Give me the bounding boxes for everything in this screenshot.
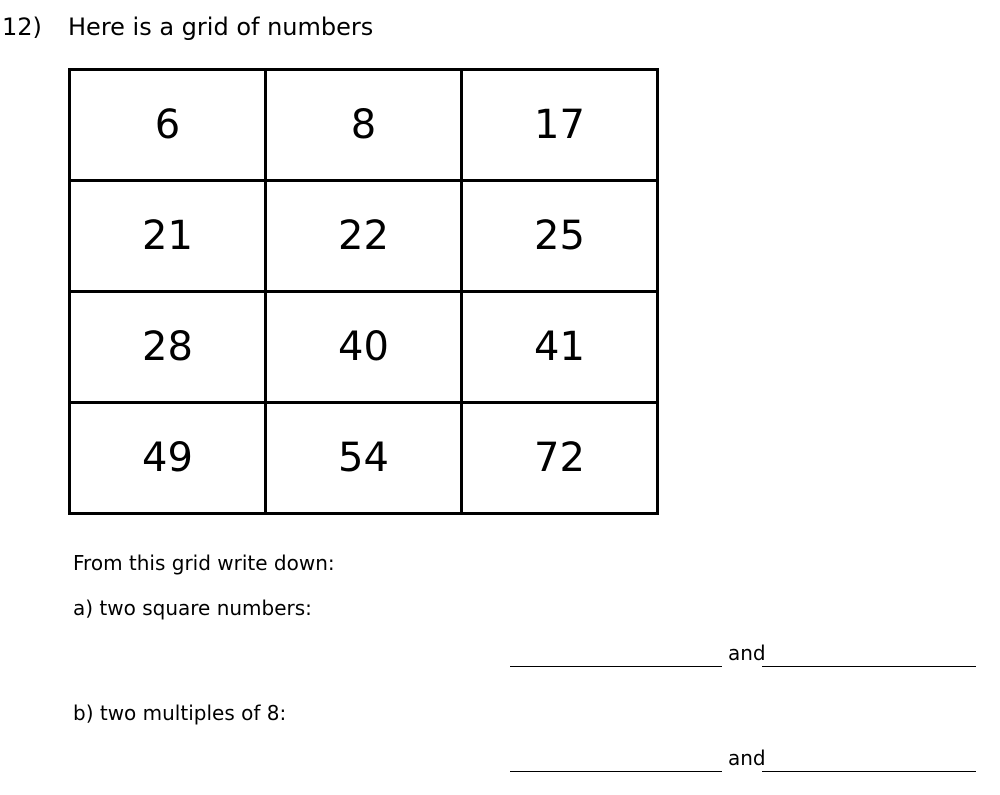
grid-row xyxy=(70,181,658,292)
grid-row xyxy=(70,292,658,403)
part-a-and-connector: and xyxy=(728,641,766,665)
number-grid xyxy=(68,68,659,515)
grid-row xyxy=(70,70,658,181)
part-b-answer-blank-2[interactable] xyxy=(762,771,976,772)
grid-cell: 54 xyxy=(266,403,462,514)
grid-cell: 28 xyxy=(70,292,266,403)
grid-cell: 41 xyxy=(462,292,658,403)
grid-cell: 17 xyxy=(462,70,658,181)
part-b-and-connector: and xyxy=(728,746,766,770)
grid-cell: 22 xyxy=(266,181,462,292)
grid-cell: 6 xyxy=(70,70,266,181)
part-a-answer-row xyxy=(510,637,976,667)
question-number: 12) xyxy=(2,13,42,41)
part-a-answer-blank-1[interactable] xyxy=(510,666,722,667)
grid-cell: 21 xyxy=(70,181,266,292)
grid-cell: 49 xyxy=(70,403,266,514)
grid-cell: 72 xyxy=(462,403,658,514)
part-a-answer-blank-2[interactable] xyxy=(762,666,976,667)
part-b-label: b) two multiples of 8: xyxy=(73,701,287,725)
part-b-answer-row xyxy=(510,742,976,772)
grid-cell: 25 xyxy=(462,181,658,292)
grid-cell: 40 xyxy=(266,292,462,403)
instruction-text: From this grid write down: xyxy=(73,551,335,575)
part-b-answer-blank-1[interactable] xyxy=(510,771,722,772)
grid-row xyxy=(70,403,658,514)
question-title: Here is a grid of numbers xyxy=(68,13,374,41)
part-a-label: a) two square numbers: xyxy=(73,596,312,620)
grid-cell: 8 xyxy=(266,70,462,181)
